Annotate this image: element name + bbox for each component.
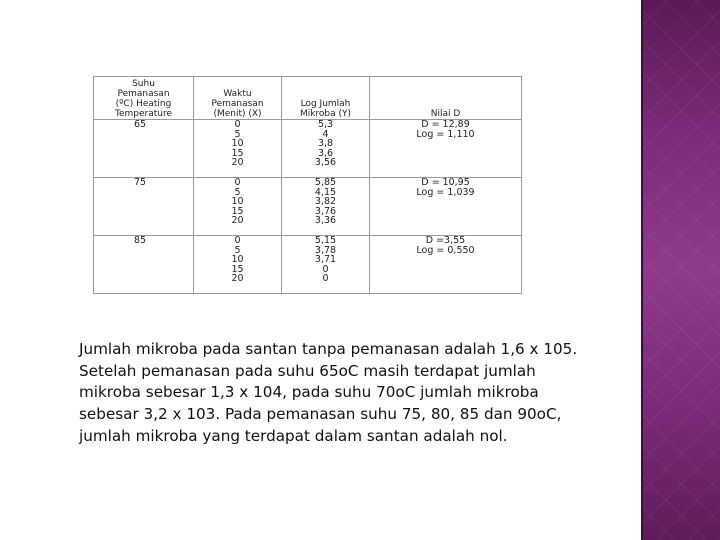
header-nilai-d: Nilai D bbox=[370, 77, 522, 120]
temperature-cell: 65 bbox=[94, 120, 194, 178]
log-cell: 5,3 4 3,8 3,6 3,56 bbox=[282, 120, 370, 178]
waktu-cell: 0 5 10 15 20 bbox=[194, 178, 282, 236]
heating-data-table bbox=[93, 76, 522, 294]
table-header-row bbox=[94, 77, 522, 120]
table-row bbox=[94, 120, 522, 178]
header-log-jumlah: Log Jumlah Mikroba (Y) bbox=[282, 77, 370, 120]
temperature-cell: 75 bbox=[94, 178, 194, 236]
decorative-side-panel bbox=[641, 0, 720, 540]
waktu-cell: 0 5 10 15 20 bbox=[194, 236, 282, 294]
header-waktu: Waktu Pemanasan (Menit) (X) bbox=[194, 77, 282, 120]
table-row bbox=[94, 236, 522, 294]
log-cell: 5,15 3,78 3,71 0 0 bbox=[282, 236, 370, 294]
nilai-d-cell: D =3,55 Log = 0,550 bbox=[370, 236, 522, 294]
nilai-d-cell: D = 10,95 Log = 1,039 bbox=[370, 178, 522, 236]
waktu-cell: 0 5 10 15 20 bbox=[194, 120, 282, 178]
header-suhu: Suhu Pemanasan (ºC) Heating Temperature bbox=[94, 77, 194, 120]
nilai-d-cell: D = 12,89 Log = 1,110 bbox=[370, 120, 522, 178]
table-row bbox=[94, 178, 522, 236]
log-cell: 5,85 4,15 3,82 3,76 3,36 bbox=[282, 178, 370, 236]
temperature-cell: 85 bbox=[94, 236, 194, 294]
data-table-image bbox=[93, 76, 521, 292]
body-paragraph: Jumlah mikroba pada santan tanpa pemanasan adalah 1,6 x 105. Setelah pemanasan pada suhu 65oC masih terdapat jumlah mikroba sebesar 1,3 x 104, pada suhu 70oC jumlah mikroba sebesar 3,2 x 103. Pada pemanasan suhu 75, 80, 85 dan 90oC, jumlah mikroba yang terdapat dalam santan adalah nol. bbox=[79, 340, 578, 445]
